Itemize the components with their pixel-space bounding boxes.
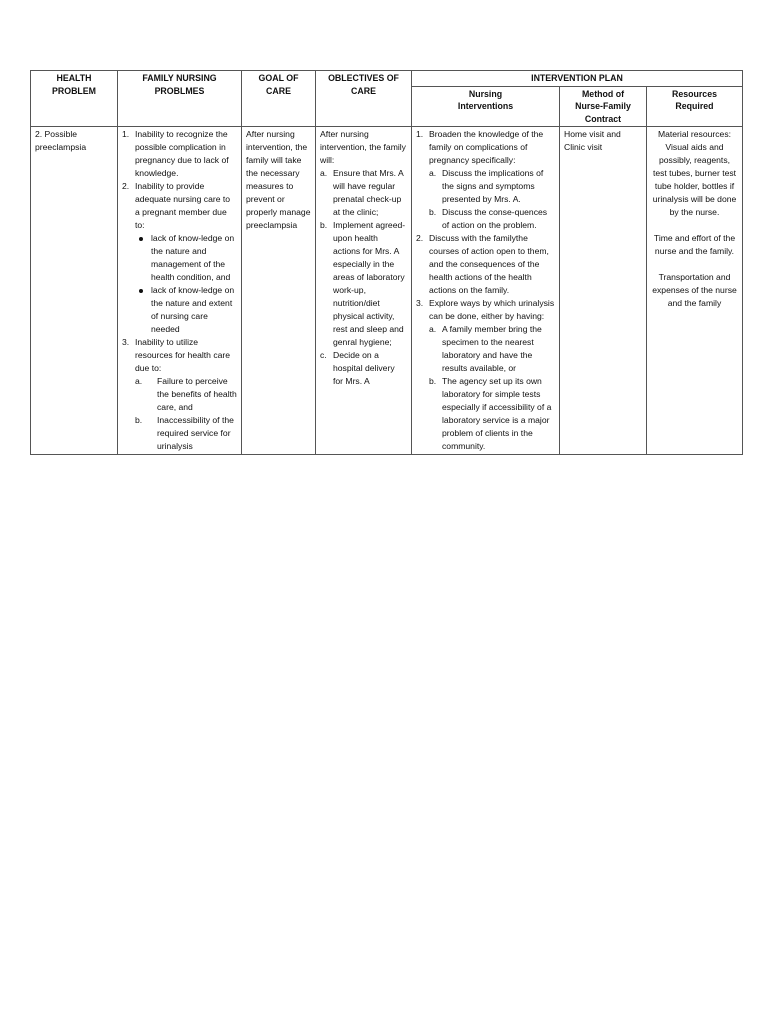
table-row [31,127,743,455]
resources-cell [647,127,743,455]
header-family-nursing-problems: FAMILY NURSING PROBLMES [118,71,242,127]
bullet-icon [139,289,143,293]
resource-transportation: Transportation and expenses of the nurse and the family [652,272,737,308]
intervention-sub-item: b. Discuss the conse-quences of action on the problem. [429,207,548,230]
objectives-intro: After nursing intervention, the family will: [320,129,406,165]
resource-material: Material resources: Visual aids and possibly, reagents, test tubes, burner test tube holder, bottles if urinalysis will be done by the nurse. [652,129,737,217]
problem-bullet: lack of know-ledge on the nature and extent of nursing care needed [135,284,237,336]
nursing-care-plan-table [30,70,743,455]
intervention-sub-item: a. Discuss the implications of the signs and symptoms presented by Mrs. A. [429,168,544,204]
problem-sub-item: b. Inaccessibility of the required service for urinalysis [135,415,234,451]
header-nursing-interventions: Nursing Interventions [412,86,560,127]
problem-sub-item: a. Failure to perceive the benefits of health care, and [135,376,237,412]
problem-item-3: 3. Inability to utilize resources for health care due to: a. Failure to perceive the benefits of health care, and b. Inaccessibility of the required service for urinalysis [122,337,237,451]
header-intervention-plan: INTERVENTION PLAN [412,71,743,87]
header-row-1 [31,71,743,87]
health-problem-cell: 2. Possible preeclampsia [31,127,118,455]
goal-cell: After nursing intervention, the family will take the necessary measures to prevent or properly manage preeclampsia [242,127,316,455]
resource-time-effort: Time and effort of the nurse and the family. [653,233,736,256]
intervention-sub-item: b. The agency set up its own laboratory for simple tests especially if accessibility of a laboratory service is a major problem of clients in the community. [429,376,552,451]
problem-item-1: 1. Inability to recognize the possible complication in pregnancy due to lack of knowledge. [122,129,229,178]
method-cell: Home visit and Clinic visit [560,127,647,455]
objective-item: b. Implement agreed-upon health actions for Mrs. A especially in the areas of laboratory work-up, nutrition/diet physical activity, rest and sleep and genral hygiene; [320,220,406,347]
objective-item: c. Decide on a hospital delivery for Mrs. A [320,350,395,386]
problem-item-2: 2. Inability to provide adequate nursing care to a pregnant member due to: lack of know-ledge on the nature and management of the health condition, and lack of know-ledge on the nature and extent of nursing care needed [122,180,237,336]
intervention-item-1: 1. Broaden the knowledge of the family on complications of pregnancy specifically: a. Discuss the implications of the signs and symptoms presented by Mrs. A. b. Discuss the conse-quences of action on the problem. [416,128,555,232]
header-goal-of-care: GOAL OF CARE [242,71,316,127]
problem-bullet: lack of know-ledge on the nature and management of the health condition, and [135,232,237,284]
header-method-nurse-family-contract: Method of Nurse-Family Contract [560,86,647,127]
intervention-item-2: 2. Discuss with the familythe courses of action open to them, and the consequences of the health actions of the health actions on the family. [416,233,549,295]
family-problems-cell [118,127,242,455]
objectives-cell [316,127,412,455]
header-objectives-of-care: OBLECTIVES OF CARE [316,71,412,127]
header-health-problem: HEALTH PROBLEM [31,71,118,127]
bullet-icon [139,237,143,241]
intervention-item-3: 3. Explore ways by which urinalysis can be done, either by having: a. A family member bring the specimen to the nearest laboratory and have the results available, or b. The agency set up its own laboratory for simple tests especially if accessibility of a laboratory service is a major problem of clients in the community. [416,298,555,451]
intervention-sub-item: a. A family member bring the specimen to the nearest laboratory and have the results available, or [429,324,542,373]
nursing-interventions-cell [412,127,560,455]
header-resources-required: Resources Required [647,86,743,127]
objective-item: a. Ensure that Mrs. A will have regular prenatal check-up at the clinic; [320,168,404,217]
